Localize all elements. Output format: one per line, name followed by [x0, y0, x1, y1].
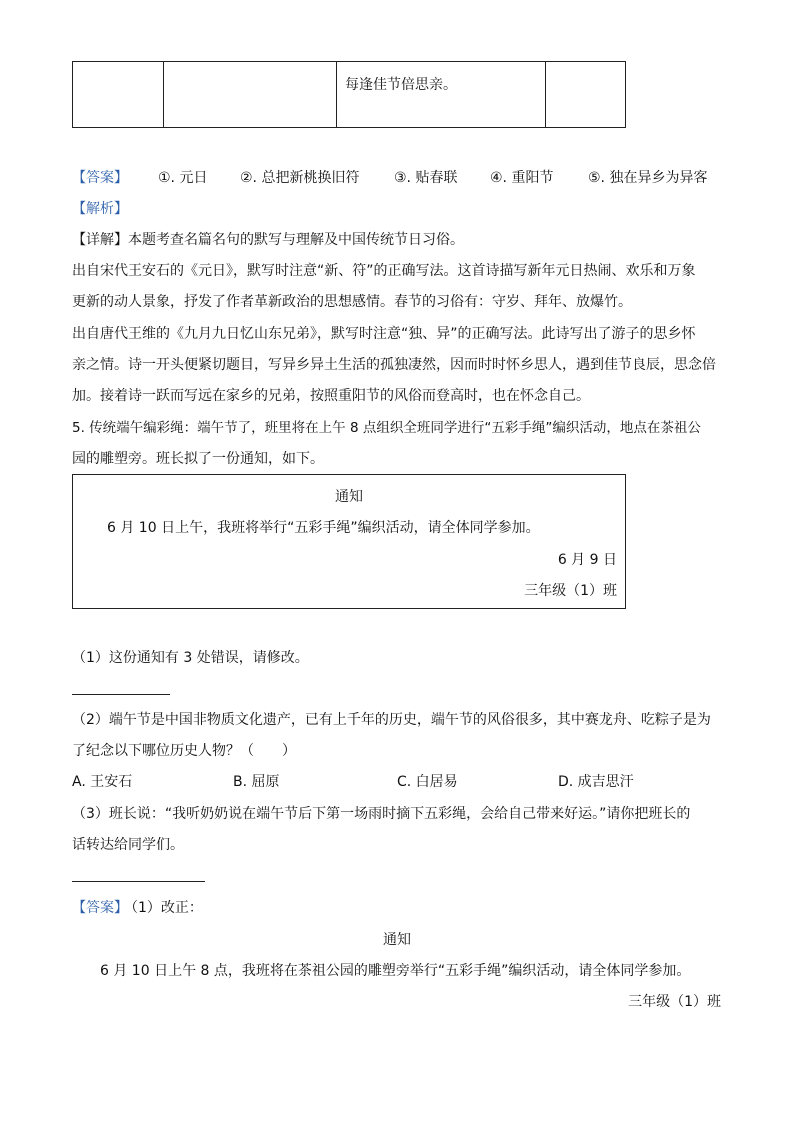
notice-date: 6 月 9 日: [557, 552, 617, 568]
sub-question-3: 话转达给同学们。: [72, 837, 184, 853]
sub-question-1: （1）这份通知有 3 处错误，请修改。: [72, 650, 309, 666]
option-b: B. 屈原: [233, 774, 280, 790]
notice-title: 通知: [335, 489, 363, 505]
table-divider: [163, 62, 164, 127]
question-stem: 园的雕塑旁。班长拟了一份通知，如下。: [72, 451, 324, 467]
analysis-detail: 【详解】本题考查名篇名句的默写与理解及中国传统节日习俗。: [72, 232, 464, 248]
answer-notice-title: 通知: [383, 932, 411, 948]
answer-item: ②. 总把新桃换旧符: [240, 170, 360, 186]
answer-label: 【答案】: [72, 170, 128, 186]
answer-blank-line: [72, 694, 170, 695]
option-a: A. 王安石: [72, 774, 133, 790]
notice-signature: 三年级（1）班: [524, 583, 617, 599]
answer-notice-body: 6 月 10 日上午 8 点，我班将在茶祖公园的雕塑旁举行“五彩手绳”编织活动，请全体同学参加。: [100, 963, 691, 979]
table-divider: [336, 62, 337, 127]
notice-box: [72, 474, 626, 609]
notice-body: 6 月 10 日上午，我班将举行“五彩手绳”编织活动，请全体同学参加。: [107, 520, 540, 536]
sub-question-2: 了纪念以下哪位历史人物？（ ）: [72, 743, 296, 759]
answer-label: 【答案】: [72, 900, 128, 916]
question-stem: 5. 传统端午编彩绳：端午节了，班里将在上午 8 点组织全班同学进行“五彩手绳”编织活动，地点在茶祖公: [72, 420, 701, 436]
sub-question-3: （3）班长说：“我听奶奶说在端午节后下第一场雨时摘下五彩绳，会给自己带来好运。”请你把班长的: [72, 806, 691, 822]
answer-row: [72, 168, 722, 188]
answer-item: ⑤. 独在异乡为异客: [588, 170, 708, 186]
option-d: D. 成吉思汗: [558, 774, 634, 790]
analysis-line: 更新的动人景象，抒发了作者革新政治的思想感情。春节的习俗有：守岁、拜年、放爆竹。: [72, 294, 632, 310]
table-divider: [545, 62, 546, 127]
answer-item: ③. 贴春联: [394, 170, 458, 186]
answer-item: ①. 元日: [158, 170, 208, 186]
sub-question-2: （2）端午节是中国非物质文化遗产，已有上千年的历史，端午节的风俗很多，其中赛龙舟、吃粽子是为: [72, 712, 711, 728]
answer-row: [72, 898, 272, 918]
analysis-label: 【解析】: [72, 201, 128, 217]
answer-notice-signature: 三年级（1）班: [628, 994, 721, 1010]
analysis-line: 出自宋代王安石的《元日》，默写时注意“新、符”的正确写法。这首诗描写新年元日热闹、欢乐和万象: [72, 263, 696, 279]
analysis-line: 亲之情。诗一开头便紧切题目，写异乡异土生活的孤独凄然，因而时时怀乡思人，遇到佳节良辰，思念倍: [72, 357, 716, 373]
answer-blank-line: [72, 881, 205, 882]
options-row: [72, 772, 722, 792]
answer-intro: （1）改正：: [124, 900, 203, 916]
analysis-line: 出自唐代王维的《九月九日忆山东兄弟》，默写时注意“独、异”的正确写法。此诗写出了游子的思乡怀: [72, 326, 696, 342]
analysis-line: 加。接着诗一跃而写远在家乡的兄弟，按照重阳节的风俗而登高时，也在怀念自己。: [72, 388, 590, 404]
previous-table: [72, 61, 626, 128]
answer-item: ④. 重阳节: [490, 170, 554, 186]
option-c: C. 白居易: [397, 774, 458, 790]
table-cell-text: 每逢佳节倍思亲。: [345, 77, 457, 93]
